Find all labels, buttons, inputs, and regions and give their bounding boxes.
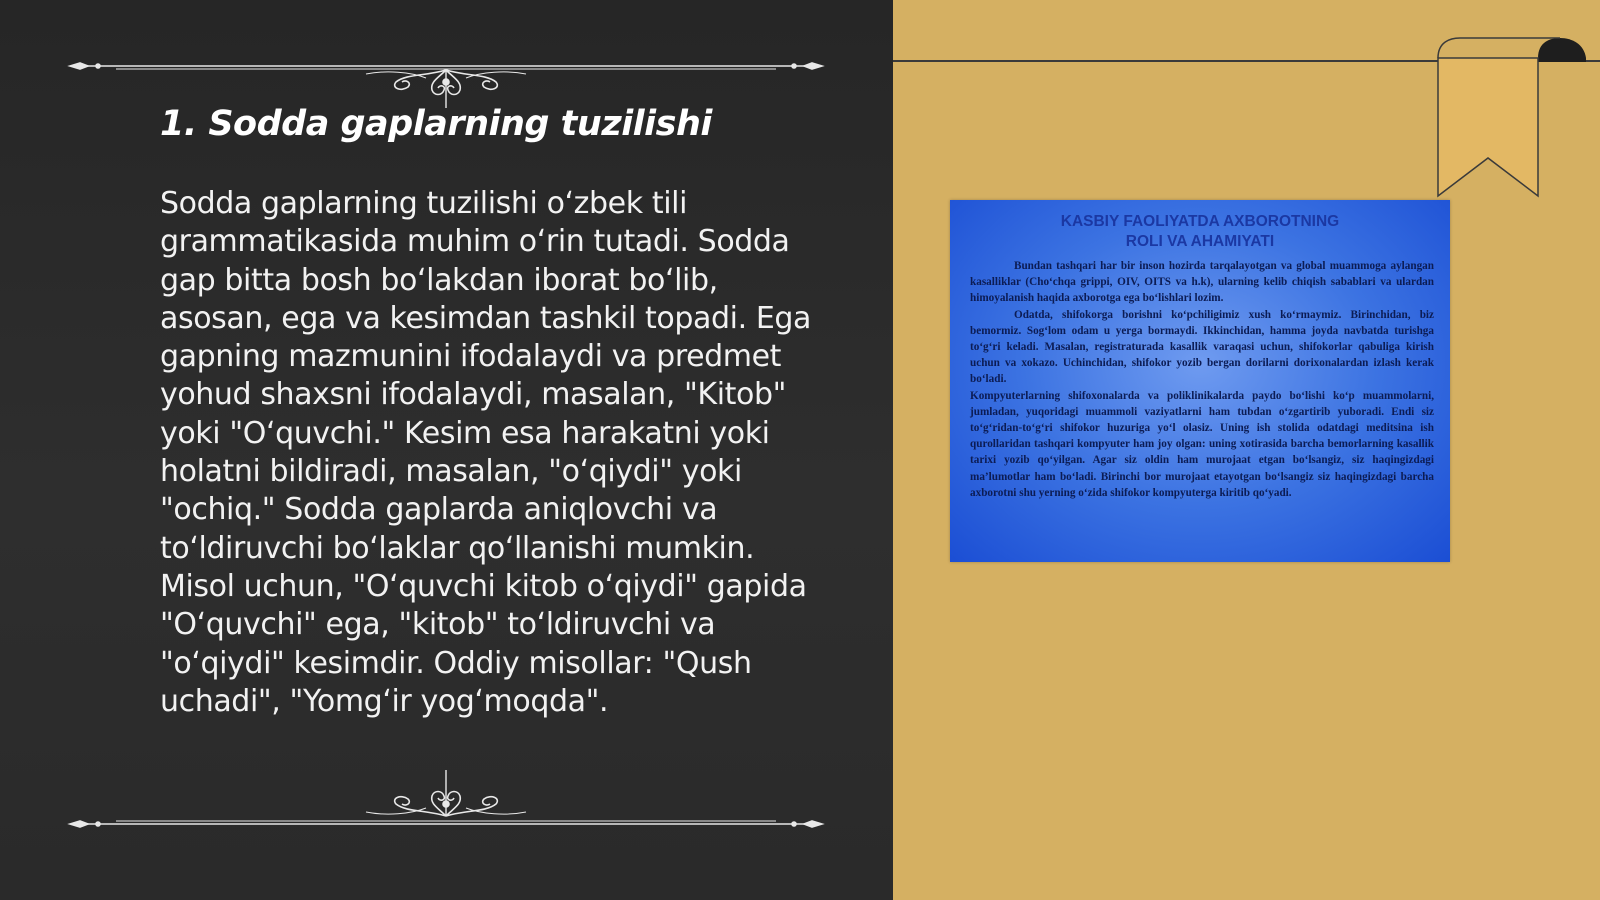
document-heading-line: ROLI VA AHAMIYATI xyxy=(1125,233,1275,250)
document-paragraph: Kompyuterlarning shifoxonalarda va poliklinikalarda paydo bo‘lishi ko‘p muammolarni, jumladan, yuqoridagi muammoli vaziyatlarni ham tubdan o‘zgartirib yuboradi. Endi siz to‘g‘ridan-to‘g‘ri shifokor huzuriga yo‘l olasiz. Uning ish stolida odatdagi meditsina ish qurollaridan tashqari kompyuter ham joy olgan: uning xotirasida barcha bemorlarning kasallik tarixi yozib qo‘yilgan. Agar siz oldin ham murojaat etgan bo‘lsangiz, siz haqingizdagi ma’lumotlar ham bo‘ladi. Birinchi bor murojaat etayotgan bo‘lsangiz siz haqingizdagi barcha axborotni shu yerning o‘zida shifokor kompyuterga kiritib qo‘yadi. xyxy=(970,389,1434,499)
bookmark-ribbon-icon xyxy=(1400,28,1600,208)
document-scan-image xyxy=(950,200,1450,562)
document-paragraph: Bundan tashqari har bir inson hozirda tarqalayotgan va global muammoga aylangan kasalliklar (Cho‘chqa grippi, OIV, OITS va h.k), ularning kelib chiqish sabablari va ulardan himoyalanish haqida axborotga ega bo‘lishlari lozim. xyxy=(970,260,1434,305)
document-heading xyxy=(970,212,1430,252)
slide-body-text: Sodda gaplarning tuzilishi o‘zbek tili grammatikasida muhim o‘rin tutadi. Sodda gap bitta bosh bo‘lakdan iborat bo‘lib, asosan, ega va kesimdan tashkil topadi. Ega gapning mazmunini ifodalaydi va predmet yohud shaxsni ifodalaydi, masalan, "Kitob" yoki "O‘quvchi." Kesim esa harakatni yoki holatni bildiradi, masalan, "o‘qiydi" yoki "ochiq." Sodda gaplarda aniqlovchi va to‘ldiruvchi bo‘laklar qo‘llanishi mumkin. Misol uchun, "O‘quvchi kitob o‘qiydi" gapida "O‘quvchi" ega, "kitob" to‘ldiruvchi va "o‘qiydi" kesimdir. Oddiy misollar: "Qush uchadi", "Yomg‘ir yog‘moqda". xyxy=(160,186,812,719)
flourish-divider-icon xyxy=(66,48,826,108)
flourish-divider-icon xyxy=(66,770,826,830)
document-paragraph: Odatda, shifokorga borishni ko‘pchiligimiz xush ko‘rmaymiz. Birinchidan, biz bemormiz. Sog‘lom odam u yerga bormaydi. Ikkinchidan, hamma joyda navbatda turishga to‘g‘ri keladi. Masalan, registraturada kasallik varaqasi uchun, shifokorlar qabuliga kirish uchun va xokazo. Uchinchidan, shifokor yozib bergan dorilarni dorixonalardan izlash kerak bo‘ladi. xyxy=(970,308,1434,386)
slide-title: 1. Sodda gaplarning tuzilishi xyxy=(160,104,712,144)
document-heading-line: KASBIY FAOLIYATDA AXBOROTNING xyxy=(1060,213,1340,230)
